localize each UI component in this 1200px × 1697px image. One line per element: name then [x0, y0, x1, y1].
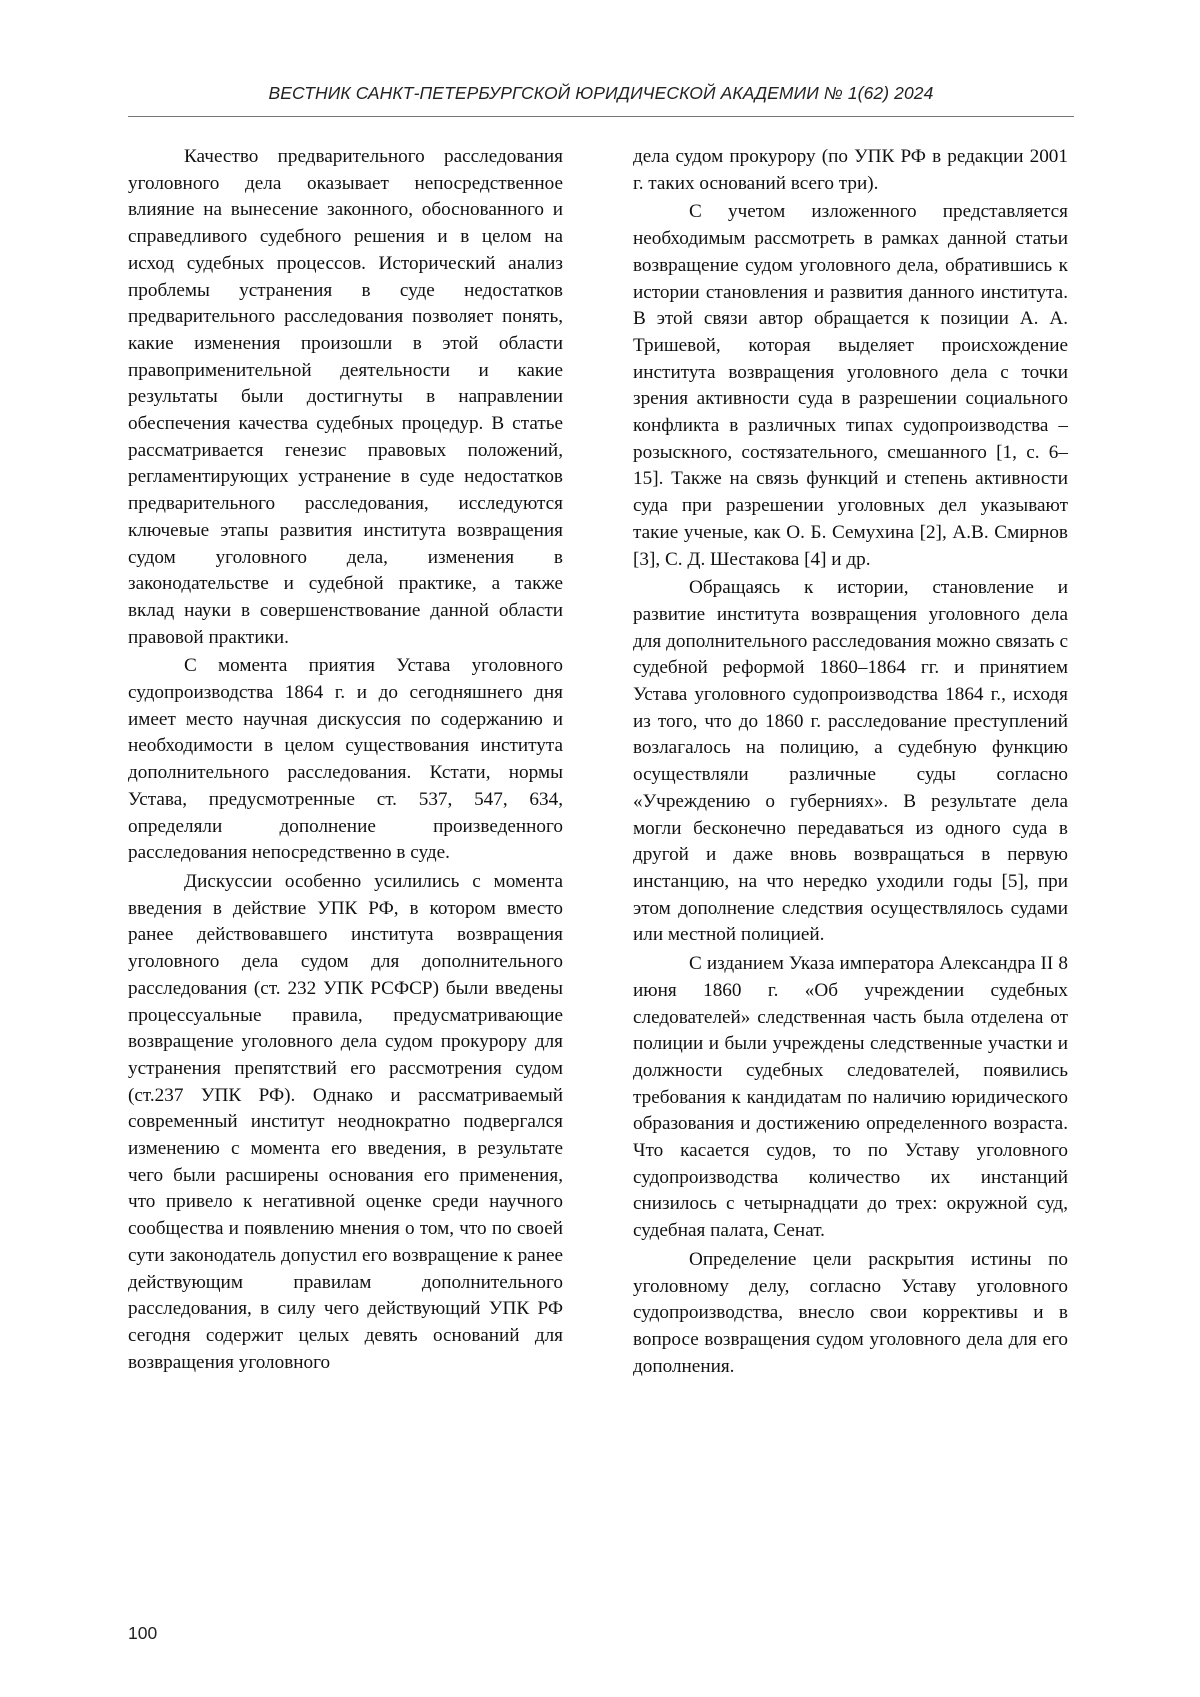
- journal-header: ВЕСТНИК САНКТ-ПЕТЕРБУРГСКОЙ ЮРИДИЧЕСКОЙ АКАДЕМИИ № 1(62) 2024: [268, 83, 934, 103]
- paragraph: С учетом изложенного представляется необходимым рассмотреть в рамках данной статьи возвращение судом уголовного дела, обратившись к истории становления и развития данного института. В этой связи автор обращается к позиции А. А. Тришевой, которая выделяет происхождение института возвращения уголовного дела с точки зрения активности суда в разрешении социального конфликта в различных типах судопроизводства – розыскного, состязательного, смешанного [1, с. 6–15]. Также на связь функций и степень активности суда при разрешении уголовных дел указывают такие ученые, как О. Б. Семухина [2], А.В. Смирнов [3], С. Д. Шестакова [4] и др.: [633, 201, 1068, 570]
- page-number: 100: [128, 1623, 158, 1643]
- left-column: [128, 144, 563, 1378]
- paragraph: Качество предварительного расследования уголовного дела оказывает непосредственное влияние на вынесение законного, обоснованного и справедливого судебного решения и в целом на исход судебных процессов. Исторический анализ проблемы устранения в суде недостатков предварительного расследования позволяет понять, какие изменения произошли в этой области правоприменительной деятельности и какие результаты были достигнуты в направлении обеспечения качества судебных процедур. В статье рассматривается генезис правовых положений, регламентирующих устранение в суде недостатков предварительного расследования, исследуются ключевые этапы развития института возвращения судом уголовного дела, изменения в законодательстве и судебной практике, а также вклад науки в совершенствование данной области правовой практики.: [128, 146, 563, 648]
- paragraph: Обращаясь к истории, становление и развитие института возвращения уголовного дела для дополнительного расследования можно связать с судебной реформой 1860–1864 гг. и принятием Устава уголовного судопроизводства 1864 г., исходя из того, что до 1860 г. расследование преступлений возлагалось на полицию, а судебную функцию осуществляли различные суды согласно «Учреждению о губерниях». В результате дела могли бесконечно передаваться из одного суда в другой и даже вновь возвращаться в первую инстанцию, на что нередко уходили годы [5], при этом дополнение следствия осуществлялось судами или местной полицией.: [633, 577, 1068, 946]
- header-divider: [128, 116, 1074, 117]
- paragraph: С изданием Указа императора Александра II 8 июня 1860 г. «Об учреждении судебных следователей» следственная часть была отделена от полиции и были учреждены следственные участки и должности судебных следователей, появились требования к кандидатам по наличию юридического образования и достижению определенного возраста. Что касается судов, то по Уставу уголовного судопроизводства количество их инстанций снизилось с четырнадцати до трех: окружной суд, судебная палата, Сенат.: [633, 953, 1068, 1242]
- right-column: [633, 144, 1068, 1382]
- paragraph: Определение цели раскрытия истины по уголовному делу, согласно Уставу уголовного судопроизводства, внесло свои коррективы и в вопросе возвращения судом уголовного дела для его дополнения.: [633, 1248, 1068, 1377]
- paragraph-continued: дела судом прокурору (по УПК РФ в редакции 2001 г. таких оснований всего три).: [633, 146, 1068, 194]
- paragraph: С момента приятия Устава уголовного судопроизводства 1864 г. и до сегодняшнего дня имеет место научная дискуссия по содержанию и необходимости в целом существования института дополнительного расследования. Кстати, нормы Устава, предусмотренные ст. 537, 547, 634, определяли дополнение произведенного расследования непосредственно в суде.: [128, 655, 563, 864]
- paragraph: Дискуссии особенно усилились с момента введения в действие УПК РФ, в котором вместо ранее действовавшего института возвращения уголовного дела судом для дополнительного расследования (ст. 232 УПК РСФСР) были введены процессуальные правила, предусматривающие возвращение уголовного дела судом прокурору для устранения препятствий его рассмотрения судом (ст.237 УПК РФ). Однако и рассматриваемый современный институт неоднократно подвергался изменению с момента его введения, в результате чего были расширены основания его применения, что привело к негативной оценке среди научного сообщества и появлению мнения о том, что по своей сути законодатель допустил его возвращение к ранее действующим правилам дополнительного расследования, в силу чего действующий УПК РФ сегодня содержит целых девять оснований для возвращения уголовного: [128, 870, 563, 1373]
